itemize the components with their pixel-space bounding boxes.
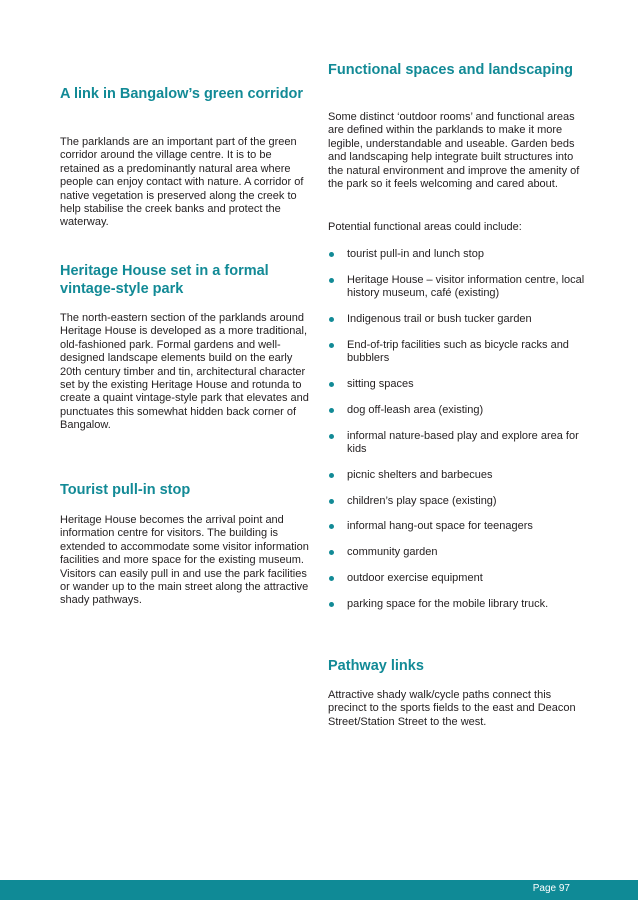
heading-tourist-stop: Tourist pull-in stop <box>60 482 191 498</box>
list-item: picnic shelters and barbecues <box>328 469 590 482</box>
list-item: informal nature-based play and explore area for kids <box>328 430 590 457</box>
bullet-icon <box>329 434 334 439</box>
list-item: dog off-leash area (existing) <box>328 404 590 417</box>
list-item: tourist pull-in and lunch stop <box>328 248 590 261</box>
bullet-icon <box>329 550 334 555</box>
paragraph-green-corridor: The parklands are an important part of the green corridor around the village centre. It is to be retained as a predominantly natural area where people can enjoy contact with nature. A corridor of native vegetation is preserved along the creek to help stabilise the creek banks and protect the waterway. <box>60 136 304 229</box>
functional-areas-list <box>328 248 590 624</box>
bullet-icon <box>329 602 334 607</box>
bullet-icon <box>329 278 334 283</box>
heading-functional-spaces: Functional spaces and landscaping <box>328 62 573 78</box>
bullet-icon <box>329 524 334 529</box>
footer-bar <box>0 880 638 900</box>
bullet-icon <box>329 343 334 348</box>
list-item: sitting spaces <box>328 378 590 391</box>
bullet-icon <box>329 473 334 478</box>
paragraph-functional-spaces: Some distinct ‘outdoor rooms’ and functional areas are defined within the parklands to make it more legible, understandable and useable. Garden beds and landscaping help integrate built structures into the natural environment and improve the amenity of the park so it feels welcoming and cared about. <box>328 111 580 191</box>
list-item: parking space for the mobile library truck. <box>328 598 590 611</box>
bullet-icon <box>329 499 334 504</box>
bullet-icon <box>329 576 334 581</box>
heading-pathway-links: Pathway links <box>328 658 424 674</box>
bullet-icon <box>329 382 334 387</box>
paragraph-heritage-house: The north-eastern section of the parklands around Heritage House is developed as a more traditional, old-fashioned park. Formal gardens and well-designed landscape elements build on the early 20th century timber and tin, architectural character set by the existing Heritage House and rotunda to create a quaint vintage-style park that elevates and punctuates this somewhat hidden back corner of Bangalow. <box>60 312 309 432</box>
list-item: End-of-trip facilities such as bicycle racks and bubblers <box>328 339 590 366</box>
list-item: Heritage House – visitor information centre, local history museum, café (existing) <box>328 274 590 301</box>
bullet-icon <box>329 252 334 257</box>
list-intro: Potential functional areas could include: <box>328 221 522 233</box>
list-item: children’s play space (existing) <box>328 495 590 508</box>
list-item: informal hang-out space for teenagers <box>328 520 590 533</box>
heading-heritage-house: Heritage House set in a formal vintage-style park <box>60 263 269 297</box>
heading-green-corridor: A link in Bangalow’s green corridor <box>60 86 304 102</box>
bullet-icon <box>329 317 334 322</box>
page-number: Page 97 <box>532 883 570 894</box>
list-item: outdoor exercise equipment <box>328 572 590 585</box>
bullet-icon <box>329 408 334 413</box>
list-item: community garden <box>328 546 590 559</box>
paragraph-tourist-stop: Heritage House becomes the arrival point and information centre for visitors. The building is extended to accommodate some visitor information facilities and more space for the existing museum. Visitors can easily pull in and use the park facilities or wander up to the main street along the attractive shady pathways. <box>60 514 309 607</box>
paragraph-pathway-links: Attractive shady walk/cycle paths connect this precinct to the sports fields to the east and Deacon Street/Station Street to the west. <box>328 689 576 728</box>
list-item: Indigenous trail or bush tucker garden <box>328 313 590 326</box>
